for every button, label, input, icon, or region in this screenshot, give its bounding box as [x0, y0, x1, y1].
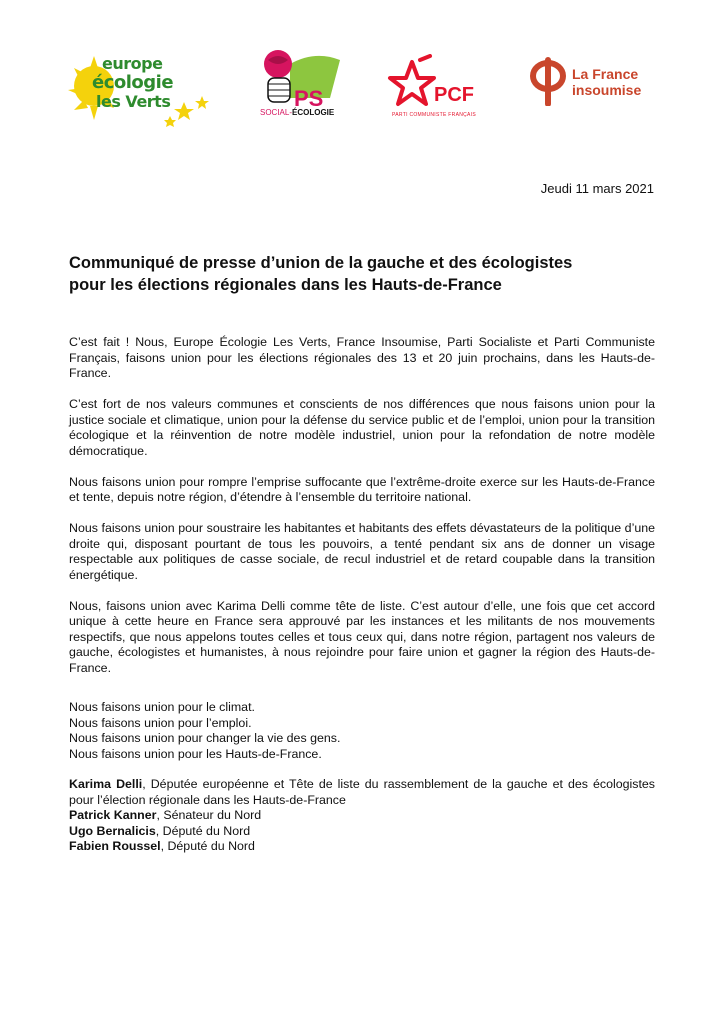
- slogan: Nous faisons union pour changer la vie des gens.: [69, 731, 341, 745]
- press-release-body: [69, 335, 655, 855]
- ps-name: PS: [294, 86, 324, 111]
- slogan: Nous faisons union pour l’emploi.: [69, 715, 252, 730]
- signer: [69, 808, 655, 824]
- lfi-text-1: La France: [572, 66, 639, 82]
- signer: [69, 777, 655, 808]
- phi-icon: [528, 56, 570, 106]
- slogan: Nous faisons union pour le climat.: [69, 700, 255, 714]
- signer: [69, 824, 655, 840]
- signer: [69, 839, 655, 855]
- signer-role: , Députée européenne et Tête de liste du rassemblement de la gauche et des écologistes pour l’élection régionale dans les Hauts-de-France: [69, 777, 655, 807]
- eelv-text-2: écologie: [92, 72, 174, 93]
- eelv-text-1: europe: [102, 54, 163, 73]
- lfi-text-2: insoumise: [572, 82, 642, 98]
- ps-logo: [260, 46, 360, 126]
- signer-role: , Sénateur du Nord: [156, 808, 262, 822]
- pcf-logo: [386, 54, 496, 124]
- eelv-logo: [66, 46, 216, 130]
- pcf-subtitle: PARTI COMMUNISTE FRANÇAIS: [392, 112, 476, 118]
- signatories: [69, 777, 655, 855]
- eelv-text-3: les Verts: [96, 92, 171, 111]
- title-line-2: pour les élections régionales dans les Hauts-de-France: [69, 276, 502, 294]
- signer-name: Ugo Bernalicis: [69, 823, 156, 838]
- paragraph: C’est fort de nos valeurs communes et conscients de nos différences que nous faisons union pour la justice sociale et climatique, union pour la défense du service public et de l’emploi, union pour la transition écologique et la réinvention de notre modèle industriel, union pour la refondation de notre modèle démocratique.: [69, 397, 655, 458]
- lfi-logo: [528, 56, 668, 106]
- pcf-name: PCF: [434, 84, 474, 106]
- paragraph: Nous faisons union pour soustraire les habitantes et habitants des effets dévastateurs de la politique d’une droite qui, disposant pourtant de tous les pouvoirs, a tenté pendant six ans de donner un visage respectable aux politiques de casse sociale, de recul industriel et de retard coupable dans la transition énergétique.: [69, 521, 655, 582]
- ps-subtitle: SOCIAL-ÉCOLOGIE: [260, 108, 335, 117]
- title-line-1: Communiqué de presse d’union de la gauche et des écologistes: [69, 254, 573, 272]
- logo-bar: [60, 40, 670, 130]
- paragraph: Nous faisons union pour rompre l’emprise suffocante que l’extrême-droite exerce sur les Hauts-de-France et tente, depuis notre région, d’étendre à l’ensemble du territoire national.: [69, 474, 655, 504]
- slogan: Nous faisons union pour les Hauts-de-France.: [69, 746, 322, 761]
- press-release-title: [69, 252, 659, 296]
- signer-role: , Député du Nord: [160, 839, 255, 853]
- signer-role: , Député du Nord: [155, 823, 251, 838]
- paragraph: C’est fait ! Nous, Europe Écologie Les Verts, France Insoumise, Parti Socialiste et Parti Communiste Français, faisons union pour les élections régionales des 13 et 20 juin prochains, dans les Hauts-de-France.: [69, 335, 655, 380]
- signer-name: Fabien Roussel: [69, 839, 161, 853]
- paragraph: Nous, faisons union avec Karima Delli comme tête de liste. C’est autour d’elle, une fois que cet accord unique à cette heure en France sera approuvé par les instances et les militants de nos mouvements respectifs, que nous appelons toutes celles et tous ceux qui, dans notre région, partagent nos valeurs de gauche, écologistes et humanistes, à nous rejoindre pour faire union et gagner la région des Hauts-de-France.: [69, 598, 655, 675]
- document-date: Jeudi 11 mars 2021: [540, 181, 654, 196]
- slogan-list: [69, 700, 655, 762]
- signer-name: Patrick Kanner: [69, 808, 157, 822]
- signer-name: Karima Delli: [69, 777, 143, 791]
